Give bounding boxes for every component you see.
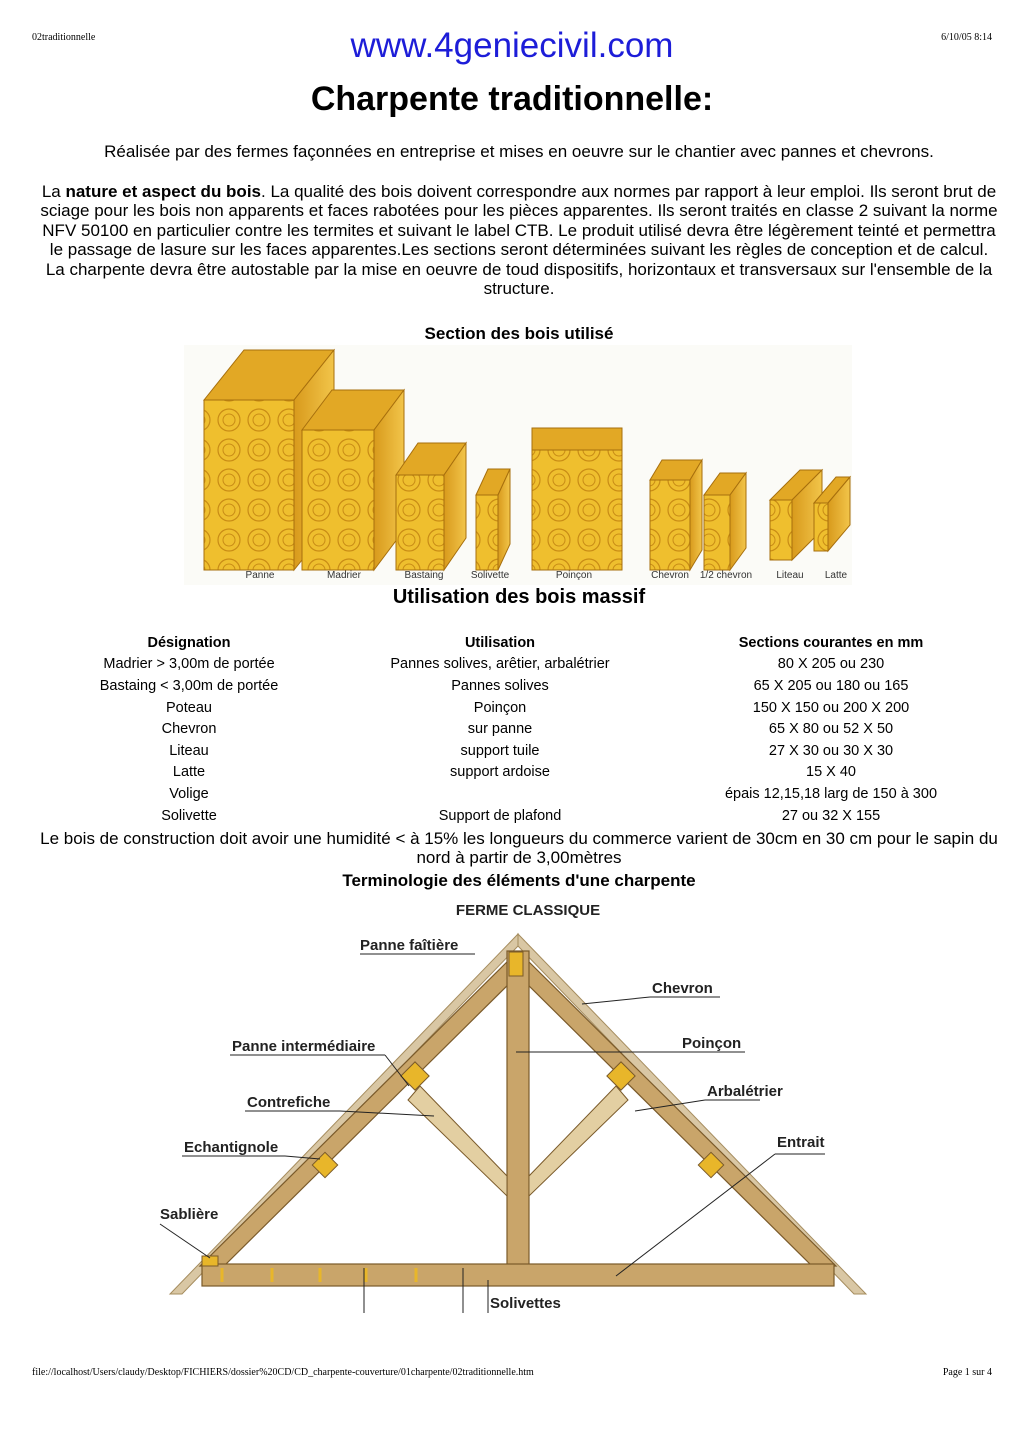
panne-faitiere-block [509, 952, 523, 976]
cell-utilisation: sur panne [467, 721, 533, 738]
label-panne-intermediaire: Panne intermédiaire [232, 1038, 376, 1055]
cell-designation: Poteau [166, 699, 212, 716]
table-row [34, 740, 1006, 762]
cell-utilisation: Support de plafond [438, 807, 562, 824]
para-bold: nature et aspect du bois [65, 182, 261, 201]
cell-designation: Solivette [161, 807, 217, 824]
entrait-beam [202, 1264, 834, 1286]
print-footer-page: Page 1 sur 4 [942, 1367, 992, 1378]
wood-table [34, 632, 1006, 826]
cell-sections: 65 X 80 ou 52 X 50 [768, 721, 894, 738]
cell-utilisation: support tuile [460, 742, 540, 759]
cell-designation: Latte [172, 764, 206, 781]
nature-paragraph [40, 182, 998, 298]
wood-block-side [690, 460, 702, 570]
table-row [34, 675, 1006, 697]
truss-diagram [150, 896, 880, 1316]
wood-label: Panne [245, 570, 275, 581]
cell-utilisation: Pannes solives [451, 677, 549, 694]
label-entrait: Entrait [777, 1134, 825, 1151]
intro-text: Réalisée par des fermes façonnées en entreprise et mises en oeuvre sur le chantier avec pannes et chevrons. [104, 142, 934, 161]
wood-label: Madrier [327, 570, 361, 581]
cell-designation: Liteau [169, 742, 209, 759]
cell-sections: 27 ou 32 X 155 [781, 807, 881, 824]
poincon-post [507, 951, 529, 1266]
wood-block-end [770, 500, 792, 560]
cell-designation: Madrier > 3,00m de portée [103, 656, 275, 673]
wood-block-end [814, 503, 828, 551]
wood-label: Bastaing [404, 570, 444, 581]
wood-block-top [532, 428, 622, 450]
table-row [34, 805, 1006, 827]
table-row [34, 718, 1006, 740]
wood-label: Liteau [776, 570, 804, 581]
table-row [34, 654, 1006, 676]
col-header-sections: Sections courantes en mm [738, 634, 924, 651]
para-lead: La [41, 182, 66, 201]
wood-label: 1/2 chevron [699, 570, 753, 581]
wood-block-end [396, 475, 444, 570]
wood-block-end [704, 495, 730, 570]
wood-label: Chevron [651, 570, 689, 581]
cell-sections: 15 X 40 [806, 764, 856, 781]
wood-label: Solivette [470, 570, 510, 581]
table-row [34, 697, 1006, 719]
cell-utilisation: support ardoise [450, 764, 550, 781]
label-echantignole: Echantignole [184, 1139, 279, 1156]
cell-sections: 27 X 30 ou 30 X 30 [768, 742, 894, 759]
label-solivettes: Solivettes [490, 1295, 561, 1312]
print-header-date: 6/10/05 8:14 [941, 32, 992, 43]
label-chevron: Chevron [652, 980, 713, 997]
table-row [34, 783, 1006, 805]
wood-block-end [302, 430, 374, 570]
cell-designation: Volige [169, 785, 209, 802]
col-header-designation: Désignation [147, 634, 231, 651]
truss-heading: FERME CLASSIQUE [455, 902, 601, 919]
section-title: Section des bois utilisé [424, 324, 614, 343]
cell-sections: 65 X 205 ou 180 ou 165 [753, 677, 909, 694]
label-arbaletrier: Arbalétrier [707, 1083, 783, 1100]
label-contrefiche: Contrefiche [247, 1094, 331, 1111]
page-title: Charpente traditionnelle: [310, 80, 714, 118]
terminology-title: Terminologie des éléments d'une charpente [342, 871, 696, 890]
wood-label: Poinçon [555, 570, 593, 581]
table-header-row [34, 632, 1006, 654]
cell-designation: Bastaing < 3,00m de portée [99, 677, 279, 694]
cell-utilisation: Poinçon [473, 699, 527, 716]
print-header-title: 02traditionnelle [32, 32, 96, 43]
cell-sections: épais 12,15,18 larg de 150 à 300 [724, 785, 938, 802]
utilisation-title: Utilisation des bois massif [392, 586, 646, 608]
print-footer-url: file://localhost/Users/claudy/Desktop/FICHIERS/dossier%20CD/CD_charpente-couverture/01charpente/02traditionnelle.htm [32, 1367, 534, 1378]
cell-utilisation: Pannes solives, arêtier, arbalétrier [390, 656, 610, 673]
label-panne-faitiere: Panne faîtière [360, 937, 459, 954]
label-poincon: Poinçon [682, 1035, 742, 1052]
site-link[interactable]: www.4geniecivil.com [350, 26, 674, 65]
para-text: . La qualité des bois doivent correspondre aux normes par rapport à leur emploi. Ils seront brut de sciage pour les bois non apparents et faces rabotées pour les pièces apparentes. Ils seront traités en classe 2 suivant la norme NFV 50100 en particulier contre les termites et suivant le label CTB. Le produit utilisé devra être légèrement teinté et permettra le passage de lasure sur les faces apparentes.Les sections seront déterminées suivant les règles de conception et de calcul. La charpente devra être autostable par la mise en oeuvre de toud dispositifs, horizontaux et transversaux sur l'ensemble de la structure. [40, 182, 998, 299]
cell-designation: Chevron [161, 721, 217, 738]
table-row [34, 762, 1006, 784]
wood-block-end [204, 400, 294, 570]
label-sabliere: Sablière [160, 1206, 219, 1223]
cell-sections: 80 X 205 ou 230 [777, 656, 885, 673]
wood-label: Latte [824, 570, 848, 581]
cell-sections: 150 X 150 ou 200 X 200 [752, 699, 910, 716]
col-header-utilisation: Utilisation [464, 634, 536, 651]
wood-sections-image [184, 345, 852, 585]
wood-block-end [650, 480, 690, 570]
cell-utilisation [344, 783, 656, 805]
wood-block-end [532, 450, 622, 570]
wood-block-end [476, 495, 498, 570]
humidity-note: Le bois de construction doit avoir une humidité < à 15% les longueurs du commerce varient de 30cm en 30 cm pour le sapin du nord à partir de 3,00mètres [40, 829, 998, 868]
